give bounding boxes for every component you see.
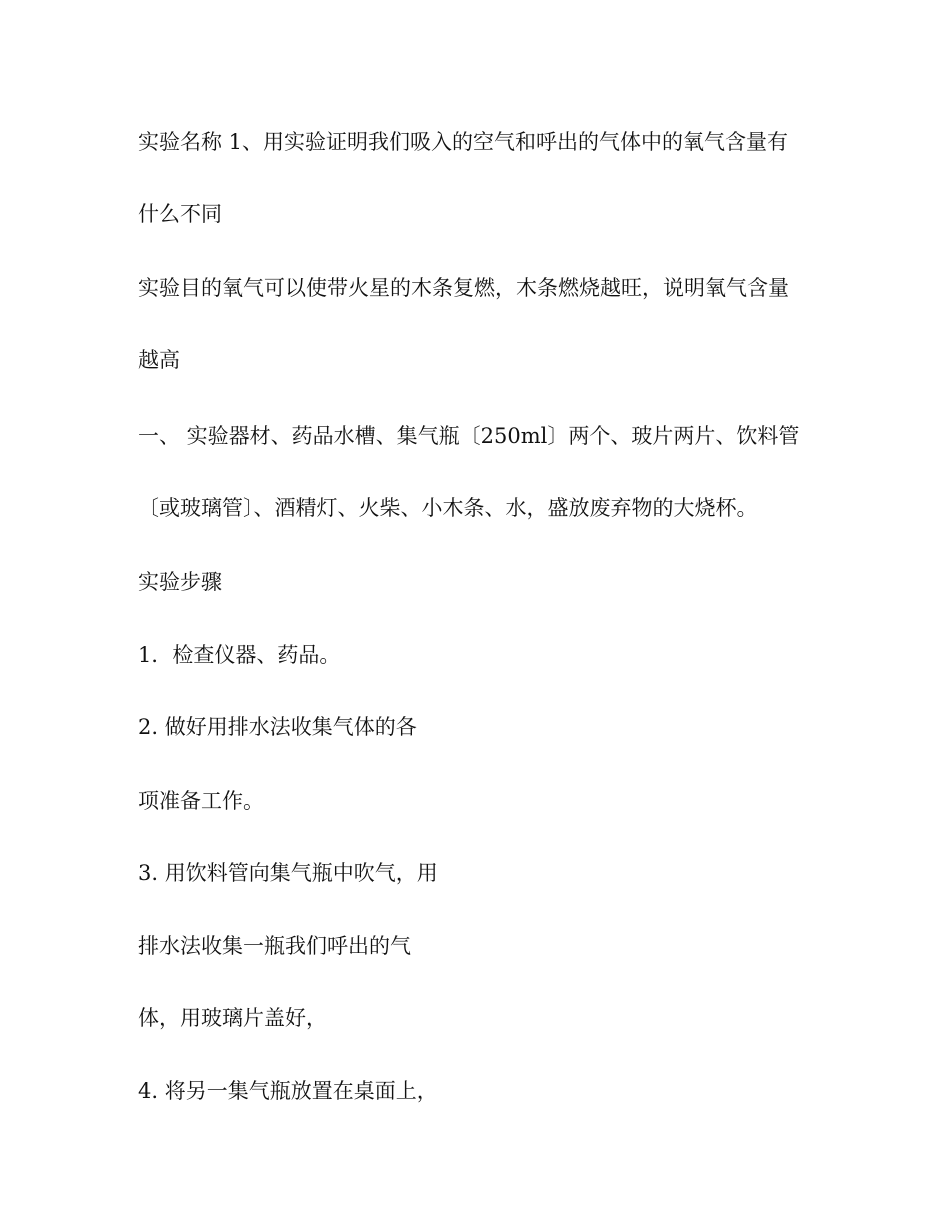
step-3-line-3: 体，用玻璃片盖好， [138,1006,327,1030]
step-2-line-1: 2. 做好用排水法收集气体的各 [138,715,417,739]
step-2-line-2: 项准备工作。 [138,789,264,813]
step-1: 1．检查仪器、药品。 [138,643,341,667]
equipment-line-1: 一、 实验器材、药品水槽、集气瓶〔250ml〕两个、玻片两片、饮料管 [138,424,800,448]
experiment-purpose-line-1: 实验目的氧气可以使带火星的木条复燃，木条燃烧越旺，说明氧气含量 [138,276,789,300]
experiment-purpose-line-2: 越高 [138,348,180,372]
step-3-line-1: 3. 用饮料管向集气瓶中吹气，用 [138,861,438,885]
equipment-line-2: 〔或玻璃管〕、酒精灯、火柴、小木条、水，盛放废弃物的大烧杯。 [138,496,758,520]
steps-heading: 实验步骤 [138,570,222,594]
step-4-line-1: 4. 将另一集气瓶放置在桌面上， [138,1079,438,1103]
experiment-name-line-2: 什么不同 [138,202,222,226]
step-3-line-2: 排水法收集一瓶我们呼出的气 [138,934,411,958]
experiment-name-line-1: 实验名称 1、用实验证明我们吸入的空气和呼出的气体中的氧气含量有 [138,130,789,154]
